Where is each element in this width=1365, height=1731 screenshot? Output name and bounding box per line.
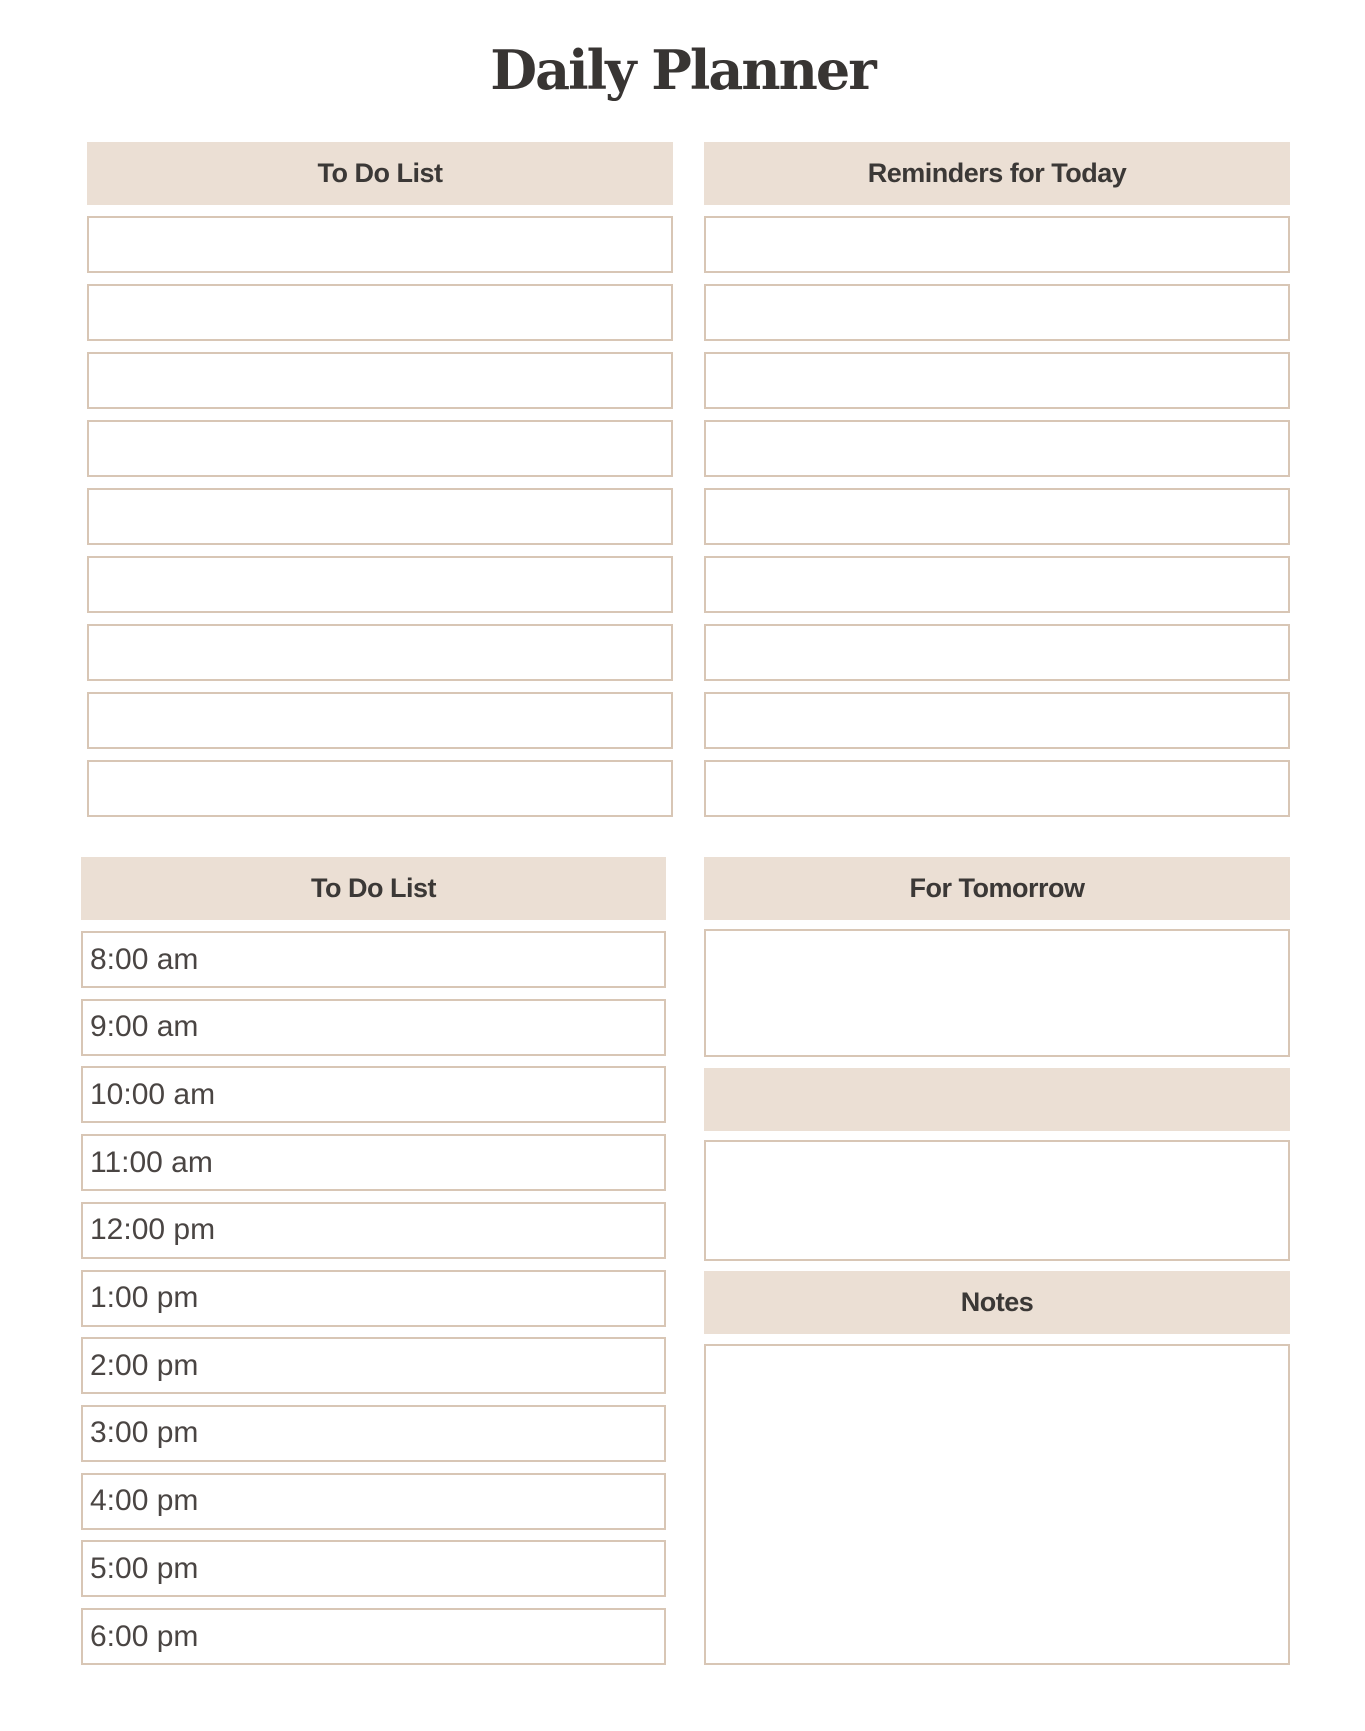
time-slot-row[interactable] — [81, 1066, 666, 1123]
notes-box[interactable] — [704, 1344, 1290, 1665]
reminder-row[interactable] — [704, 692, 1290, 749]
reminder-row[interactable] — [704, 624, 1290, 681]
time-slot-row[interactable] — [81, 1608, 666, 1665]
reminder-row[interactable] — [704, 556, 1290, 613]
time-label: 10:00 am — [90, 1077, 216, 1111]
time-label: 6:00 pm — [90, 1619, 199, 1653]
time-slot-row[interactable] — [81, 1337, 666, 1394]
time-label: 9:00 am — [90, 1010, 199, 1044]
time-label: 2:00 pm — [90, 1348, 199, 1382]
time-slot-row[interactable] — [81, 1540, 666, 1597]
todo-row[interactable] — [87, 420, 673, 477]
time-slot-row[interactable] — [81, 1134, 666, 1191]
time-slot-row[interactable] — [81, 1473, 666, 1530]
blank-box[interactable] — [704, 1140, 1290, 1261]
todo-row[interactable] — [87, 760, 673, 817]
todo-row[interactable] — [87, 556, 673, 613]
time-slot-row[interactable] — [81, 1270, 666, 1327]
reminders-header: Reminders for Today — [704, 142, 1290, 205]
reminder-row[interactable] — [704, 352, 1290, 409]
reminder-row[interactable] — [704, 420, 1290, 477]
time-label: 12:00 pm — [90, 1213, 216, 1247]
reminder-row[interactable] — [704, 760, 1290, 817]
reminder-row[interactable] — [704, 488, 1290, 545]
schedule-header: To Do List — [81, 857, 666, 920]
page-title: Daily Planner — [490, 38, 875, 102]
reminder-row[interactable] — [704, 284, 1290, 341]
time-label: 4:00 pm — [90, 1484, 199, 1518]
time-label: 8:00 am — [90, 942, 199, 976]
for-tomorrow-box[interactable] — [704, 929, 1290, 1057]
for-tomorrow-header: For Tomorrow — [704, 857, 1290, 920]
time-label: 5:00 pm — [90, 1551, 199, 1585]
todo-row[interactable] — [87, 284, 673, 341]
notes-header: Notes — [704, 1271, 1290, 1334]
todo-row[interactable] — [87, 692, 673, 749]
reminder-row[interactable] — [704, 216, 1290, 273]
time-label: 1:00 pm — [90, 1281, 199, 1314]
time-slot-row[interactable] — [81, 1405, 666, 1462]
todo-row[interactable] — [87, 216, 673, 273]
todo-row[interactable] — [87, 624, 673, 681]
todo-row[interactable] — [87, 352, 673, 409]
time-label: 11:00 am — [90, 1145, 213, 1179]
blank-header — [704, 1068, 1290, 1131]
todo-list-header: To Do List — [87, 142, 673, 205]
time-slot-row[interactable] — [81, 931, 666, 988]
time-label: 3:00 pm — [90, 1416, 199, 1450]
todo-row[interactable] — [87, 488, 673, 545]
time-slot-row[interactable] — [81, 999, 666, 1056]
time-slot-row[interactable] — [81, 1202, 666, 1259]
